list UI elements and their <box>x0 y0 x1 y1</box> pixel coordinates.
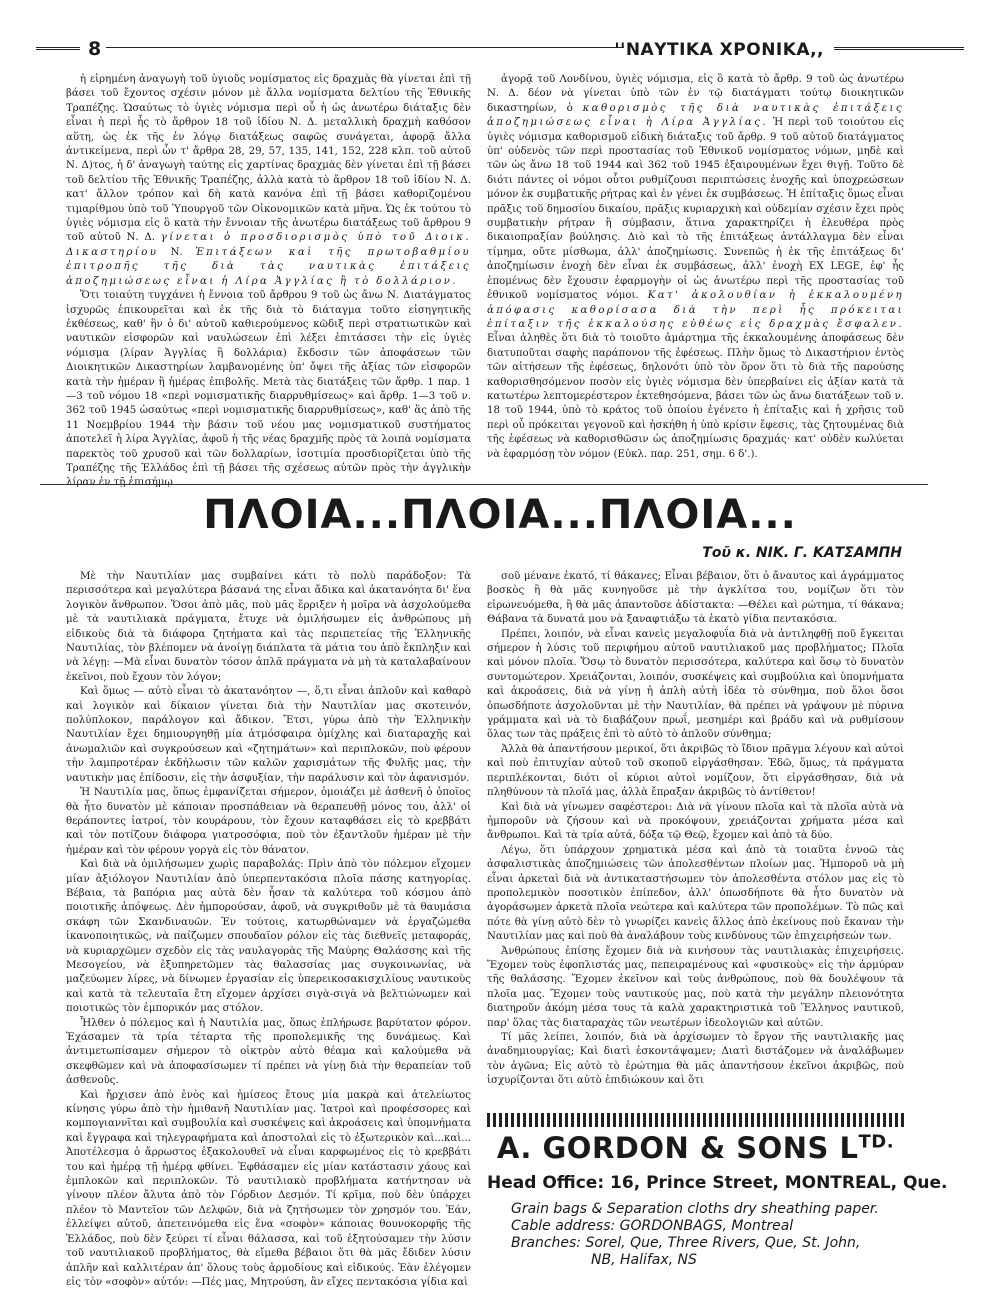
paragraph: Ὅτι τοιαύτη τυγχάνει ἡ ἔννοια τοῦ ἄρθρου 9 τοῦ ὡς ἄνω Ν. Διατάγματος ἰσχυρῶς ἐπικουρεῖται καὶ ἐκ τῆς διὰ τὸ διάταγμα τοῦτο εἰσηγητικῆς ἐκθέσεως, καθ' ἣν ὁ δι' αὐτοῦ καθιερούμενος κῶδιξ περὶ στρατιωτικῶν καὶ ναυτικῶν εἰσφορῶν καὶ ναυλώσεων ἐπὶ λέξει ἐπιτάσσει τὴν εἰς ὑγιὲς νόμισμα (λίραν Ἀγγλίας ἢ δολλάρια) ἔκδοσιν τῶν ἀποφάσεων τῶν Διοικητικῶν Δικαστηρίων λαμβανομένης ὑπ' ὄψει τῆς ἀξίας τῶν εἰσφορῶν κατὰ τὴν ἡμέραν ἢ ἡμέρας ἐπιβολῆς. Μετὰ τὰς διατάξεις τῶν ἄρθρ. 1 παρ. 1—3 τοῦ νόμου 18 «περὶ νομισματικῆς διαρρυθμίσεως» καὶ ἄρθρ. 1—3 τοῦ ν. 362 τοῦ 1945 ὡσαύτως «περὶ νομισματικῆς διαρρυθμίσεως», καθ' ἃς ἀπὸ τῆς 11 Νοεμβρίου 1944 τὴν βάσιν τοῦ νέου μας νομισματικοῦ συστήματος ἀποτελεῖ ἡ λίρα Ἀγγλίας, ἀφοῦ ἡ τῆς νέας δραχμῆς πρὸς τὰ λοιπὰ νομίσματα παρεκτὸς τοῦ χρυσοῦ καὶ τῶν δολλαρίων, ἰσοτιμία προσδιορίζεται ὑπὸ τῆς Τραπέζης τῆς Ἑλλάδος ἐπὶ τῇ βάσει τῆς σχέσεως αὐτῶν πρὸς τὴν ἀγγλικὴν λίραν ἐν τῇ ἐπισήμῳ <box>66 290 471 489</box>
spaced-text: καθορισμὸς τῆς διὰ ναυτικὰς ἐπιτάξεις ἀποζημιώσεως εἶναι ἡ Λίρα Ἀγγλίας. <box>487 102 904 129</box>
header-rule-left <box>36 47 80 50</box>
ad-line-branches: Branches: Sorel, Que, Three Rivers, Que, St. John, <box>511 1235 861 1251</box>
page-number: 8 <box>88 38 102 60</box>
article-byline: Τοῦ κ. ΝΙΚ. Γ. ΚΑΤΣΑΜΠΗ <box>702 545 902 561</box>
article-headline: ΠΛΟΙΑ...ΠΛΟΙΑ...ΠΛΟΙΑ... <box>203 492 797 538</box>
paragraph: Ἀνθρώπους ἐπίσης ἔχομεν διὰ νὰ κινήσουν τὰς ναυτιλιακὰς ἐπιχειρήσεις. Ἔχομεν τοὺς ἐφοπλιστάς μας, πεπειραμένους καὶ «φυσικοὺς» εἰς τὴν ἀρμύραν τῆς θαλάσσης. Ἔχομεν ἐκεῖνον καὶ τοὺς ἀνθρώπους, ποὺ θὰ δουλέψουν τὰ πλοῖα μας. Ἔχομεν τοὺς ναυτικούς μας, ποὺ κατὰ τὴν μεγάλην πλειονότητα διατηροῦν ἀκόμη μέσα τους τὰ καλὰ χαρακτηριστικὰ τοῦ Ἕλληνος ναυτικοῦ, παρ' ὅλας τὰς διαταραχὰς τῶν νεωτέρων ἰδεολογιῶν καὶ αὐτῶν. <box>487 945 904 1029</box>
text-run: ἡ εἰρημένη ἀναγωγὴ τοῦ ὑγιοῦς νομίσματος εἰς δραχμὰς θὰ γίνεται ἐπὶ τῇ βάσει τοῦ ἔχοντος σχέσιν μόνον μὲ ἄλλα νομίσματα δελτίου τῆς Ἐθνικῆς Τραπέζης. Ὡσαύτως τὸ ὑγιὲς νόμισμα περὶ οὗ ἡ ὡς ἀνωτέρω διάταξις δὲν εἶναι ἡ περὶ ἧς τὸ ἄρθρον 18 τοῦ ἰδίου Ν. Δ. μεταλλικὴ δραχμὴ καθόσον αὕτη, ὡς ἐκ τῆς ἐν λόγῳ διατάξεως σαφῶς συνάγεται, ἀφορᾷ ἄλλα ἀντικείμενα, περὶ ὧν τ' ἄρθρα 28, 29, 57, 135, 141, 152, 228 κλπ. τοῦ αὐτοῦ Ν. Δ)τος, ἡ δ' ἀναγωγὴ ταύτης εἰς χαρτίνας δραχμὰς δὲν γίνεται ἐπὶ τῇ βάσει τοῦ δελτίου τῆς Ἐθνικῆς Τραπέζης, ἀλλὰ κατὰ τὸ ἄρθρον 18 τοῦ ἰδίου Ν. Δ. κατ' ἄλλον τρόπον καὶ δὴ κατὰ κανόνα ἐπὶ τῇ βάσει καθοριζομένου τιμαρίθμου ὑπὸ τοῦ Ὑπουργοῦ τῶν Οἰκονομικῶν κατὰ μῆνα. Ὡς ἐκ τούτου τὸ ὑγιὲς νόμισμα εἰς ὃ κατὰ τὴν ἔννοιαν τῆς ἀνωτέρω διατάξεως τοῦ ἄρθρου 9 τοῦ αὐτοῦ Ν. Δ. <box>66 74 471 244</box>
header-rule-right <box>834 47 964 50</box>
ad-head-office: Head Office: 16, Prince Street, MONTREAL, Que. <box>487 1173 948 1193</box>
paragraph: Πρέπει, λοιπόν, νὰ εἶναι κανεὶς μεγαλοφυΐα διὰ νὰ ἀντιληφθῇ ποῦ ἔγκειται σήμερον ἡ λύσις τοῦ περιφήμου αὐτοῦ ναυτιλιακοῦ μας προβλήματος; Πλοῖα καὶ μόνον πλοῖα. Ὅσῳ τὸ δυνατὸν περισσότερα, καλύτερα καὶ ὅσῳ τὸ δυνατὸν συντομώτερον. Χρειάζονται, λοιπόν, συσκέψεις καὶ συμβούλια καὶ ὑπομνήματα καὶ ἀκροάσεις, διὰ νὰ γίνῃ ἡ ἁπλὴ αὐτὴ ἰδέα τὸ σύνθημα, ποὺ ὅλοι ὅσοι ὁπωσδήποτε ἀσχολοῦνται μὲ τὴν Ναυτιλίαν, θὰ πρέπει νὰ γράψουν μὲ πύρινα γράμματα καὶ νὰ τὸ διαβάζουν πρωΐ, μεσημέρι καὶ βράδυ καὶ νὰ ρυθμίσουν ὅλας των τὰς πράξεις ἐπὶ τὸ αὐτὸ τὸ ἁπλοῦν σύνθημα; <box>487 628 904 741</box>
paragraph: Καὶ διὰ νὰ ὁμιλήσωμεν χωρὶς παραβολάς: Πρὶν ἀπὸ τὸν πόλεμον εἴχομεν μίαν ἀξιόλογον Ναυτιλίαν ἀπὸ ὑπερπεντακόσια πλοῖα πάσης κατηγορίας. Βέβαια, τὰ βαπόρια μας αὐτὰ δὲν ἦσαν τὰ καλύτερα τοῦ κόσμου ἀπὸ ποιοτικῆς ἀπόψεως. Δὲν ἠμπορούσαν, ἀφοῦ, νὰ συγκριθοῦν μὲ τὰ θαυμάσια σκάφη τῶν Σκανδιναυῶν. Ἐν τούτοις, κατωρθώναμεν νὰ ἐργαζώμεθα ἱκανοποιητικῶς, νὰ παίζωμεν σπουδαῖον ρόλον εἰς τὰς διεθνεῖς μεταφοράς, νὰ κυριαρχῶμεν σχεδὸν εἰς τὰς ναυλαγορὰς τῆς Μαύρης Θαλάσσης καὶ τῆς Μεσογείου, νὰ ἐξυπηρετῶμεν τὰς θαλασσίας μας συγκοινωνίας, νὰ μαζεύωμεν λίρες, νὰ δίνωμεν ἐργασίαν εἰς ὑπερεικοσακισχιλίους ναυτικοὺς καὶ κατὰ τὰ τελευταῖα ἔτη εἴχομεν ἀρχίσει σιγὰ-σιγὰ νὰ βελτιώνωμεν καὶ ποιοτικῶς τὸν ἐμπορικόν μας στόλον. <box>66 859 471 1015</box>
ad-border-bar <box>487 1113 904 1127</box>
spaced-text: Κατ' ἀκολουθίαν ἡ ἐκκαλουμένη ἀπόφασις καθορίσασα διὰ τὴν περὶ ἧς πρόκειται ἐπίταξιν τῆς ἐκκαλούσης εὐθέως εἰς δραχμὰς ἔσφαλεν. <box>487 290 904 330</box>
page-header <box>36 38 964 60</box>
section-divider <box>40 484 928 485</box>
spaced-text: Ἐπιτάξεων καὶ τῆς πρωτοβαθμίου ἐπιτροπῆς τῆς διὰ τὰς ναυτικὰς ἐπιτάξεις ἀποζημιώσεως εἶναι ἡ Λίρα Ἀγγλίας ἢ τὸ δολλάριον. <box>66 246 472 287</box>
gordon-sons-advertisement <box>487 1113 948 1273</box>
spaced-text: γίνεται ὁ προσδιορισμὸς ὑπὸ τοῦ Διοικ. Δικαστηρίου <box>66 232 471 258</box>
article-column-left <box>66 570 471 1288</box>
paragraph: Καὶ ὅμως — αὐτὸ εἶναι τὸ ἀκατανόητον —, ὅ,τι εἶναι ἁπλοῦν καὶ καθαρὸ καὶ λογικὸν καὶ δίκαιον γίνεται διὰ τὴν Ναυτιλίαν μας σκοτεινόν, πολύπλοκον, παράλογον καὶ ἄδικον. Ἔτσι, γύρω ἀπὸ τὴν Ἑλληνικὴν Ναυτιλίαν ἔχει δημιουργηθῇ μία ἀτμόσφαιρα ὁμίχλης καὶ διαταραχῆς καὶ ἀνωμαλιῶν καὶ συγκρούσεων καὶ «ζητημάτων» καὶ περιπλοκῶν, ποὺ φέρουν τὴν λαμπροτέραν ἐκδήλωσιν τῶν καλῶν χαρισμάτων τῆς Φυλῆς μας, τὴν ναυτικὴν μας ἐπίδοσιν, εἰς τὴν ἀσφυξίαν, τὴν παράλυσιν καὶ τὸν ἀφανισμόν. <box>66 686 471 784</box>
text-run: Εἶναι ἀληθὲς ὅτι διὰ τὸ τοιοῦτο ἁμάρτημα τῆς ἐκκαλουμένης ἀποφάσεως δὲν διατυποῦται σαφὴς παράπονον τῆς ἐφέσεως. Πλὴν ὅμως τὸ Δικαστήριον ἐντὸς τῶν αἰτήσεων τῆς ἐφέσεως, δηλονότι ὑπὸ τὸν ὅρον ὅτι τὸ διὰ τῆς παρούσης καθορισθησόμενον ποσὸν εἰς ὑγιὲς νόμισμα δὲν ὑπερβαίνει εἰς ἀξίαν κατὰ τὰ κατωτέρω λεπτομερέστερον ἐκτεθησόμενα, βάσει τῶν ὡς ἄνω διατάξεων τοῦ ν. 18 τοῦ 1944, ὑπὸ τὸ κράτος τοῦ ὁποίου ἐγένετο ἡ ἐπίταξις καὶ ἡ χρῆσις τοῦ περὶ οὗ πρόκειται γεγονοῦ καὶ ἠσκήθη ἡ ὑπὸ κρίσιν ἔφεσις, τὰς ζητουμένας διὰ τῆς ἐφέσεως νὰ καθορισθῶσιν ὡς ἀποζημίωσις δραχμάς· κατ' οὐδὲν κωλύεται νὰ ἐφαρμόσῃ τὸν νόμον (Εὐκλ. παρ. 251, σημ. 6 δ'.). <box>487 333 904 460</box>
header-rule-middle <box>106 47 624 48</box>
paragraph: Λέγω, ὅτι ὑπάρχουν χρηματικὰ μέσα καὶ ἀπὸ τὰ τοιαῦτα ἐννοῶ τὰς ἀσφαλιστικὰς ἀποζημιώσεις τῶν ἀπολεσθέντων πλοίων μας. Ἠμποροῦ νὰ μὴ εἶναι ἀρκεταὶ διὰ νὰ ἀντικαταστήσωμεν τὸν ἀπολεσθέντα στόλον μας εἰς τὸ προπολεμικὸν ποσοτικὸν ἐπίπεδον, ἀλλ' ὁπωσδήποτε θὰ ἦτο δυνατὸν νὰ ἀγοράσωμεν ἀρκετὰ πλοῖα νεώτερα καὶ καλύτερα τῶν προπολέμων. Τὸ πῶς καὶ πότε θὰ γίνῃ αὐτὸ δὲν τὸ γνωρίζει κανεὶς ἄλλος ἀπὸ ἐκείνους ποὺ ἔκαναν τὴν Ναυτιλίαν μας καὶ ποὺ θὰ ἀναλάβουν τοὺς κινδύνους τῶν ἐπιχειρήσεών των. <box>487 844 904 943</box>
text-run: Ἡ περὶ τοῦ τοιούτου εἰς ὑγιὲς νόμισμα καθορισμοῦ εἰδικὴ διάταξις τοῦ ἄρθρ. 9 τοῦ αὐτοῦ διατάγματος ὑπ' οὐδενὸς τῶν περὶ προστασίας τοῦ Ἐθνικοῦ νομίσματος νόμων, μηδὲ καὶ τῶν ὡς ἄνω 18 τοῦ 1944 καὶ 362 τοῦ 1945 ἐξαιρουμένων ἔχει θιγῇ. Τοῦτο δὲ διότι πάντες οἱ νόμοι οὗτοι ρυθμίζουσι περιπτώσεις ἐνοχῆς καὶ ὑποχρεώσεων μόνον ἐκ συμβατικῆς ρήτρας καὶ ἐν γένει ἐκ συμβάσεως. Ἡ ἐπίταξις ὅμως εἶναι πρᾶξις τοῦ δημοσίου δικαίου, πρᾶξις κυριαρχικὴ καὶ οὐδεμίαν σχέσιν ἔχει πρὸς συμβατικὴν ρήτραν ἢ σύμβασιν, ἅτινα χαρακτηρίζει ἡ ἐλευθέρα πρὸς δικαιοπραξίαν βούλησις. Διὸ καὶ τὸ τῆς ἐπιτάξεως ἀντάλλαγμα δὲν εἶναι τίμημα, οὔτε μίσθωμα, ἀλλ' ἀποζημίωσις. Συνεπῶς ἡ ἐκ τῆς ἐπιτάξεως δι' ἀποζημίωσιν ἐνοχὴ δὲν εἶναι ἐκ συμβάσεως, ἀλλ' ἐνοχὴ EX LEGE, ἐφ' ἧς ἑπομένως δὲν ἔχουσιν ἐφαρμογὴν οἱ ὡς ἀνωτέρω περὶ τῆς προστασίας τοῦ ἐθνικοῦ νομίσματος νόμοι. <box>487 117 904 302</box>
ad-details <box>511 1201 894 1269</box>
paragraph: Ἦλθεν ὁ πόλεμος καὶ ἡ Ναυτιλία μας, ὅπως ἐπλήρωσε βαρύτατον φόρον. Ἐχάσαμεν τὰ τρία τέταρτα τῆς προπολεμικῆς της δυνάμεως. Καὶ ἀντιμετωπίσαμεν σήμερον τὸ οἰκτρὸν αὐτὸ θέαμα καὶ καλούμεθα νὰ σκεφθῶμεν καὶ νὰ ἀποφασίσωμεν τί πρέπει νὰ γίνῃ διὰ τὴν θεραπείαν τοῦ ἀσθενοῦς. <box>66 1017 471 1087</box>
paragraph: Καὶ ἤρχισεν ἀπὸ ἑνὸς καὶ ἡμίσεος ἔτους μία μακρὰ καὶ ἀτελείωτος κίνησις γύρω ἀπὸ τὴν ἡμιθανῆ Ναυτιλίαν μας. Ἰατροὶ καὶ προφέσσορες καὶ κομπογιαννῖται καὶ συμβουλία καὶ συσκέψεις καὶ ἀκροάσεις καὶ ὑπομνήματα καὶ ἔγγραφα καὶ τηλεγραφήματα καὶ ἀποστολαὶ εἰς τὸ ἐξωτερικὸν καὶ...καὶ... Ἀποτέλεσμα ὁ ἄρρωστος ἐξακολουθεῖ νὰ εἶναι καρφωμένος εἰς τὸ κρεββάτι του καὶ ἡμέρᾳ τῇ ἡμέρᾳ φθίνει. Ἐφθάσαμεν εἰς μίαν κατάστασιν χάους καὶ ἐμπλοκῶν καὶ περιπλοκῶν. Τὸ ναυτιλιακὸ προβλήματα κατήντησαν νὰ γίνουν πλέον ἄλυτα ἀπὸ τὸν Γόρδιον Δεσμόν. Τί κρῖμα, ποὺ δὲν ὑπάρχει πλέον τὸ Μαντεῖον τῶν Δελφῶν, διὰ νὰ ζητήσωμεν τὸν χρησμόν του. Ἐάν, ἐλλείψει αὐτοῦ, ἀπετεινόμεθα εἰς ἕνα «σοφὸν» κάποιας θουνοκορφῆς τῆς Ἑλλάδος, ποὺ δὲν ξεύρει τί εἶναι θάλασσα, καὶ τοῦ ἐξητούσαμεν τὴν λύσιν τοῦ ναυτιλιακοῦ προβλήματος, θὰ εἴμεθα βέβαιοι ὅτι θὰ μᾶς ἔδιδεν λύσιν ἁπλῆν καὶ καλλιτέραν ἀπ' ὅλους τοὺς ἁρμοδίους καὶ εἰδικούς. Ἐὰν ἐλέγομεν εἰς τὸν «σοφὸν» αὐτόν: —Πές μας, Μητρούση, ἂν εἴχες πεντακόσια γίδια καὶ <box>66 1089 471 1288</box>
legal-text-column-left <box>66 73 472 489</box>
publication-title: ''ΝΑΥΤΙΚΑ ΧΡΟΝΙΚΑ,, <box>614 40 824 60</box>
paragraph: Καὶ διὰ νὰ γίνωμεν σαφέστεροι: Διὰ νὰ γίνουν πλοῖα καὶ τὰ πλοῖα αὐτὰ νὰ ἠμποροῦν νὰ ζήσουν καὶ νὰ προκόψουν, χρειάζονται χρήματα μέσα καὶ ἄνθρωποι. Καὶ τὰ τρία αὐτά, δόξα τῷ Θεῷ, ἔχομεν καὶ ἀπὸ τὰ δύο. <box>487 801 904 842</box>
paragraph: Ἀλλὰ θὰ ἀπαντήσουν μερικοί, ὅτι ἀκριβῶς τὸ ἴδιον πρᾶγμα λέγουν καὶ αὐτοὶ καὶ ποὺ ἐπιτυχίαν αὐτοῦ τοῦ σκοποῦ εἰργάσθησαν. Ἐδῶ, ὅμως, τὰ πράγματα περιπλέκονται, διότι οἱ κύριοι αὐτοὶ νομίζουν, ὅτι εἰργάσθησαν, διὰ νὰ πληθύνουν τὰ πλοῖά μας, ἀλλὰ ἔπραξαν ἀκριβῶς τὸ ἀντίθετον! <box>487 743 904 799</box>
paragraph: σοῦ μένανε ἑκατό, τί θάκανες; Εἶναι βέβαιον, ὅτι ὁ ἄναυτος καὶ ἀγράμματος βοσκὸς ἢ θὰ μᾶς κυνηγοῦσε μὲ τὴν ἀγκλίτσα του, νομίζων ὅτι τὸν εἰρωνευόμεθα, ἢ θὰ μᾶς ἀπαντοῦσε ἀδίστακτα: —Θέλει καὶ ρώτημα, τί θάκανα; Θάβανα τὰ δυνατά μου νὰ ξαναφτιάξω τὰ ἑκατὸ γίδια πεντακόσια. <box>487 571 904 626</box>
legal-text-column-right <box>487 73 904 475</box>
text-run: ἀγορᾷ τοῦ Λονδίνου, ὑγιὲς νόμισμα, εἰς ὃ κατὰ τὸ ἄρθρ. 9 τοῦ ὡς ἀνωτέρω Ν. Δ. δέον νὰ γίνεται ὑπὸ τῶν ἐν τῷ διατάγματι τούτῳ διοικητικῶν δικαστηρίων, ὁ <box>487 74 904 114</box>
ad-line-products: Grain bags & Separation cloths dry sheathing paper. <box>511 1201 879 1217</box>
firm-name-suffix: TD. <box>858 1131 895 1153</box>
ad-line-branches-cont: NB, Halifax, NS <box>591 1252 697 1268</box>
article-column-right <box>487 570 904 1110</box>
ad-firm-name <box>487 1131 904 1165</box>
paragraph: Μὲ τὴν Ναυτιλίαν μας συμβαίνει κάτι τὸ πολὺ παράδοξον: Τὰ περισσότερα καὶ μεγαλύτερα βάσανά της εἶναι ἄδικα καὶ ἀκατανόητα δι' ἕνα λογικὸν ἄνθρωπον. Ὅσοι ἀπὸ μᾶς, ποὺ μᾶς ἔρριξεν ἡ μοῖρα νὰ ἀσχολούμεθα μὲ τὰ ναυτιλιακὰ πράγματα, ἔτυχε νὰ ὁμιλήσωμεν εἰς ἀνθρώπους μὴ εἰδικοὺς διὰ τὰ διάφορα ζητήματα καὶ τὰς περιπετείας τῆς Ἑλληνικῆς Ναυτιλίας, τὸν βλέπομεν νὰ ἀνοίγῃ διάπλατα τὰ μάτια του ἀπὸ ἔκπληξιν καὶ νὰ λέγῃ: —Μὰ εἶναι δυνατὸν τόσον ἁπλᾶ πράγματα νὰ μὴ τὰ καταλαβαίνουν ἐκεῖνοι, ποὺ ἔχουν τὸν λόγον; <box>66 571 471 683</box>
ad-line-cable: Cable address: GORDONBAGS, Montreal <box>511 1218 794 1234</box>
paragraph: Τί μᾶς λείπει, λοιπόν, διὰ νὰ ἀρχίσωμεν τὸ ἔργον τῆς ναυτιλιακῆς μας ἀναδημιουργίας; Καὶ διατὶ ἐσκοντάψαμεν; Διατὶ διστάζομεν νὰ ἀναλάβωμεν τὸν ἀγῶνα; Εἰς αὐτὸ τὸ ἐρώτημα θὰ μᾶς ἀπαντήσουν ἐκεῖνοι ἀκριβῶς, ποὺ ἰσχυρίζονται ὅτι αὐτὸ ἐπιδιώκουν καὶ ὅτι <box>487 1032 904 1087</box>
paragraph <box>487 73 904 462</box>
text-run: Ν. <box>170 246 183 258</box>
paragraph <box>66 73 471 289</box>
paragraph: Ἡ Ναυτιλία μας, ὅπως ἐμφανίζεται σήμερον, ὁμοιάζει μὲ ἀσθενῆ ὁ ὁποῖος θὰ ἦτο δυνατὸν μὲ κάποιαν προσπάθειαν νὰ θεραπευθῇ μόνος του, ἀλλ' οἱ θεράποντες ἰατροί, τὸν κουράρουν, τὸν ἔχουν καταφθάσει εἰς τὸ κρεββάτι καὶ τὸν ποτίζουν διάφορα γιατροσόφια, ποὺ τὸν ἐξαντλοῦν ἡμέραν μὲ τὴν ἡμέραν καὶ τὸν φέρουν γοργὰ εἰς τὸν θάνατον. <box>66 787 471 856</box>
firm-name-text: A. GORDON & SONS L <box>496 1131 859 1165</box>
